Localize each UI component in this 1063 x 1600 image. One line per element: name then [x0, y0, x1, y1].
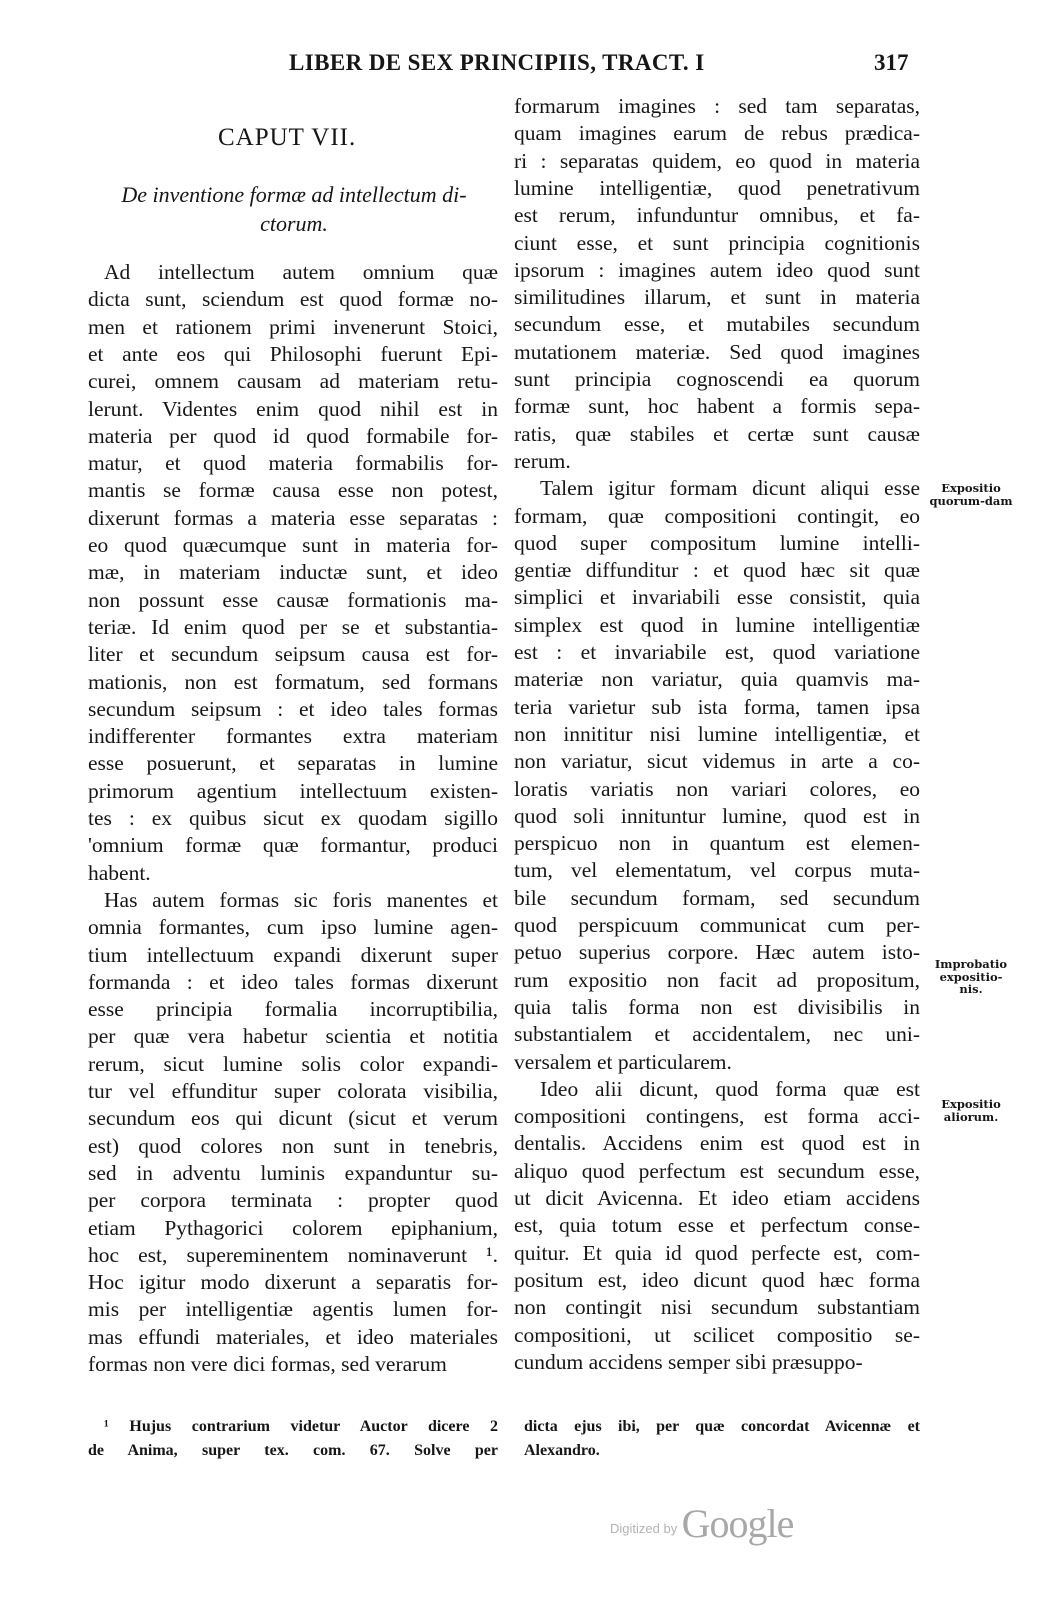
text-line: mationis, non est formatum, sed formans — [88, 669, 498, 694]
text-line: similitudines illarum, et sunt in materia — [514, 285, 920, 310]
text-line: petuo superius corpore. Hæc autem isto- — [514, 940, 920, 965]
text-line: est) quod colores non sunt in tenebris, — [88, 1133, 498, 1158]
text-line: lerunt. Videntes enim quod nihil est in — [88, 396, 498, 421]
text-line: non innititur nisi lumine intelligentiæ, et — [514, 721, 920, 746]
text-line: lumine intelligentiæ, quod penetrativum — [514, 175, 920, 200]
text-line: omnia formantes, cum ipso lumine agen- — [88, 915, 498, 940]
text-line: non variatur, sicut videmus in arte a co- — [514, 749, 920, 774]
text-line: simplex est quod in lumine intelligentiæ — [514, 612, 920, 637]
text-line: versalem et particularem. — [514, 1049, 732, 1074]
chapter-subtitle — [88, 180, 500, 238]
text-line: sed in adventu luminis expanduntur su- — [88, 1160, 498, 1185]
running-head: LIBER DE SEX PRINCIPIIS, TRACT. I — [289, 50, 705, 75]
text-line: secundum esse, et mutabiles secundum — [514, 312, 920, 337]
text-line: ipsorum : imagines autem ideo quod sunt — [514, 257, 920, 282]
text-line: secundum eos qui dicunt (sicut et verum — [88, 1106, 498, 1131]
text-line: materia per quod id quod formabile for- — [88, 423, 498, 448]
text-line: indifferenter formantes extra materiam — [88, 724, 498, 749]
google-logo: Google — [681, 1501, 794, 1546]
text-line: bile secundum formam, sed secundum — [514, 885, 920, 910]
text-line: 'omnium formæ quæ formantur, produci — [88, 833, 498, 858]
text-line: mis per intelligentiæ agentis lumen for- — [88, 1297, 498, 1322]
text-line: compositioni contingens, est forma acci- — [514, 1104, 920, 1129]
text-line: per corpora terminata : propter quod — [88, 1188, 498, 1213]
text-line: materiæ non variatur, quia quamvis ma- — [514, 667, 920, 692]
text-line: Ad intellectum autem omnium quæ — [104, 260, 498, 284]
text-line: dixerunt formas a materia esse separatas : — [88, 505, 498, 530]
text-line: esse posuerunt, et separatas in lumine — [88, 751, 498, 776]
text-line: positum est, ideo dicunt quod hæc forma — [514, 1267, 920, 1292]
text-line: substantialem et accidentalem, nec uni- — [514, 1022, 920, 1047]
subtitle-line: De inventione formæ ad intellectum di- — [121, 182, 467, 207]
text-line: matur, et quod materia formabilis for- — [88, 451, 498, 476]
text-line: per quæ vera habetur scientia et notitia — [88, 1024, 498, 1049]
margin-note-expositio-aliorum: Expositio aliorum. — [941, 1097, 1001, 1124]
footnote-left-line: de Anima, super tex. com. 67. Solve per — [88, 1442, 498, 1459]
text-line: secundum seipsum : et ideo tales formas — [88, 696, 498, 721]
text-line: primorum agentium intellectuum existen- — [88, 778, 498, 803]
text-line: tum, vel elementatum, vel corpus muta- — [514, 858, 920, 883]
footnote-right-line: dicta ejus ibi, per quæ concordat Avicennæ et — [524, 1418, 920, 1435]
text-line: ri : separatas quidem, eo quod in materia — [514, 148, 920, 173]
text-line: quod soli innituntur lumine, quod est in — [514, 803, 920, 828]
digitized-watermark — [610, 1500, 793, 1547]
text-line: ratis, quæ stabiles et certæ sunt causæ — [514, 421, 920, 446]
text-line: formam, quæ compositioni contingit, eo — [514, 503, 920, 528]
text-line: et ante eos qui Philosophi fuerunt Epi- — [88, 341, 498, 366]
text-line: esse principia formalia incorruptibilia, — [88, 997, 498, 1022]
text-line: non possunt esse causæ formationis ma- — [88, 587, 498, 612]
text-line: eo quod quæcumque sunt in materia for- — [88, 533, 498, 557]
margin-note-expositio-quorumdam: Expositio quorum-dam — [929, 481, 1013, 508]
text-line: quod super compositum lumine intelli- — [514, 530, 920, 555]
text-line: Talem igitur formam dicunt aliqui esse — [540, 476, 920, 501]
text-line: rum expositio non facit ad propositum, — [514, 967, 920, 992]
text-line: formas non vere dici formas, sed verarum — [88, 1352, 447, 1376]
text-line: curei, omnem causam ad materiam retu- — [88, 369, 498, 394]
text-line: liter et secundum seipsum causa est for- — [88, 642, 498, 667]
text-line: est : et invariabile est, quod variatione — [514, 640, 920, 664]
text-line: quitur. Et quia id quod perfecte est, com- — [514, 1240, 920, 1265]
text-line: tur vel effunditur super colorata visibilia, — [88, 1079, 498, 1103]
text-line: rerum, sicut lumine solis color expandi- — [88, 1051, 498, 1076]
text-line: compositioni, ut scilicet compositio se- — [514, 1322, 920, 1347]
chapter-heading: CAPUT VII. — [218, 124, 357, 151]
footnote-left-line: ¹ Hujus contrarium videtur Auctor dicere 2 — [104, 1418, 498, 1435]
text-line: est, quia totum esse et perfectum conse- — [514, 1213, 920, 1238]
text-line: quod perspicuum communicat cum per- — [514, 913, 920, 937]
text-line: perspicuo non in quantum est elemen- — [514, 831, 920, 856]
text-line: ciunt esse, et sunt principia cognitionis — [514, 230, 920, 255]
text-line: teriæ. Id enim quod per se et substantia- — [88, 614, 498, 639]
text-line: aliquo quod perfectum est secundum esse, — [514, 1158, 920, 1183]
text-line: Hoc igitur modo dixerunt a separatis for- — [88, 1270, 498, 1295]
text-line: dentalis. Accidens enim est quod est in — [514, 1131, 920, 1156]
text-line: non contingit nisi secundum substantiam — [514, 1295, 920, 1320]
text-line: tium intellectuum expandi dixerunt super — [88, 942, 498, 967]
text-line: quam imagines earum de rebus prædica- — [514, 121, 920, 146]
text-line: mas effundi materiales, et ideo materiales — [88, 1324, 498, 1349]
text-line: ut dicit Avicenna. Et ideo etiam accidens — [514, 1186, 920, 1210]
text-line: teria varietur sub ista forma, tamen ipsa — [514, 694, 920, 719]
text-line: loratis variatis non variari colores, eo — [514, 776, 920, 801]
text-line: Ideo alii dicunt, quod forma quæ est — [540, 1076, 920, 1101]
text-line: sunt principia cognoscendi ea quorum — [514, 367, 920, 391]
text-line: mæ, in materiam inductæ sunt, et ideo — [88, 560, 498, 585]
footnote-right-line: Alexandro. — [524, 1442, 600, 1459]
text-line: formarum imagines : sed tam separatas, — [514, 94, 920, 118]
text-line: Has autem formas sic foris manentes et — [104, 887, 498, 912]
subtitle-line: ctorum. — [260, 211, 328, 236]
text-line: quia talis forma non est divisibilis in — [514, 994, 920, 1019]
text-line: habent. — [88, 860, 151, 885]
text-line: mantis se formæ causa esse non potest, — [88, 478, 498, 503]
text-line: etiam Pythagorici colorem epiphanium, — [88, 1215, 498, 1240]
text-line: formanda : et ideo tales formas dixerunt — [88, 969, 498, 994]
text-line: mutationem materiæ. Sed quod imagines — [514, 339, 920, 364]
text-line: simplici et invariabili esse consistit, quia — [514, 585, 920, 610]
page-number: 317 — [874, 50, 909, 75]
text-line: dicta sunt, sciendum est quod formæ no- — [88, 287, 498, 312]
text-line: cundum accidens semper sibi præsuppo- — [514, 1349, 863, 1374]
text-line: men et rationem primi invenerunt Stoici, — [88, 314, 498, 339]
text-line: rerum. — [514, 448, 571, 473]
margin-note-improbatio: Improbatio expositio-nis. — [934, 957, 1008, 996]
watermark-prefix: Digitized by — [610, 1521, 678, 1536]
text-line: tes : ex quibus sicut ex quodam sigillo — [88, 806, 498, 830]
text-line: gentiæ diffunditur : et quod hæc sit quæ — [514, 558, 920, 583]
text-line: hoc est, supereminentem nominaverunt ¹. — [88, 1242, 498, 1267]
text-line: est rerum, infunduntur omnibus, et fa- — [514, 203, 920, 228]
text-line: formæ sunt, hoc habent a formis sepa- — [514, 394, 920, 419]
